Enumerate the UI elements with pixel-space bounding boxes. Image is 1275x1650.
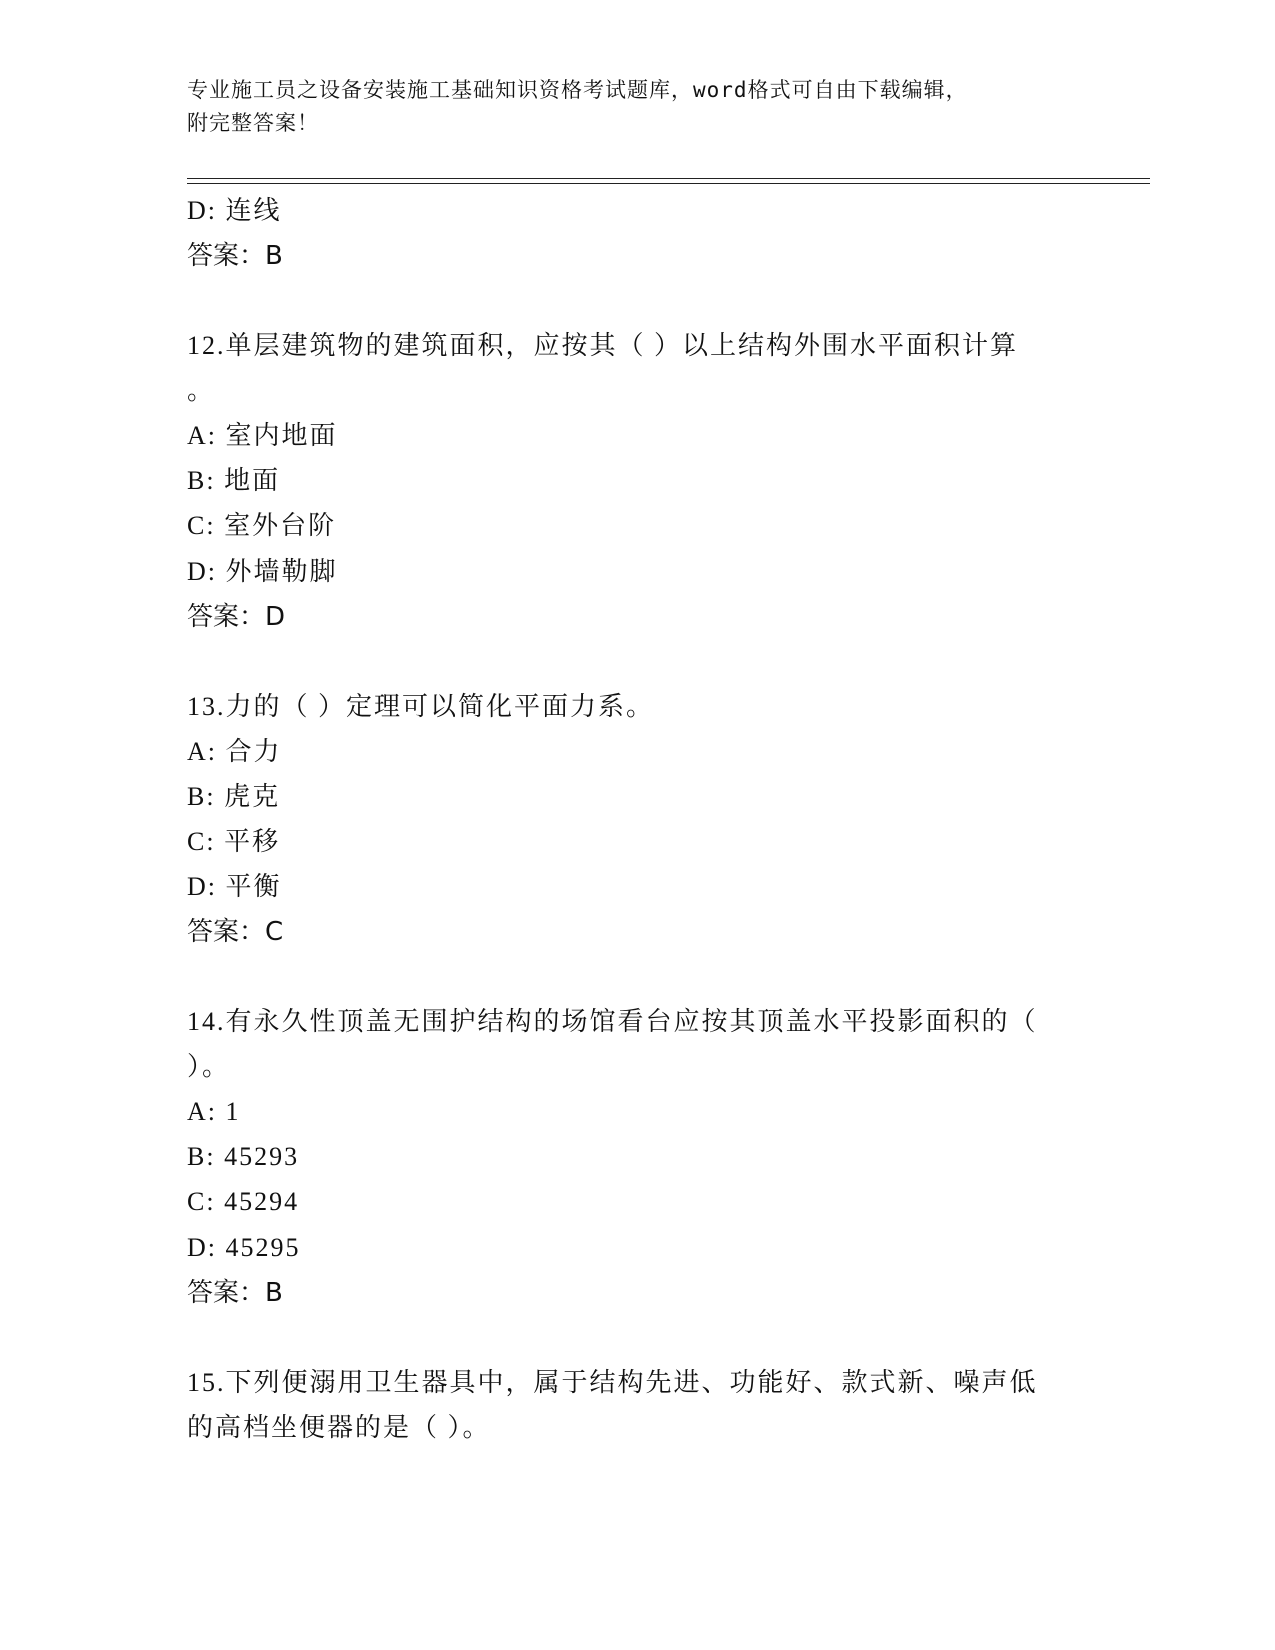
q14-option-a: A: 1 bbox=[187, 1097, 241, 1126]
q14-answer: 答案：B bbox=[187, 1278, 283, 1308]
q13-option-a: A: 合力 bbox=[187, 737, 282, 766]
q13-answer: 答案：C bbox=[187, 917, 284, 947]
q14-stem-line-2: ）。 bbox=[187, 1052, 231, 1081]
q12-stem-line-2: 。 bbox=[187, 376, 216, 405]
q12-option-b: B: 地面 bbox=[187, 466, 281, 495]
q13-option-b: B: 虎克 bbox=[187, 782, 281, 811]
q14-option-d: D: 45295 bbox=[187, 1233, 301, 1262]
header-divider-bottom bbox=[187, 183, 1150, 184]
q12-option-c: C: 室外台阶 bbox=[187, 511, 337, 540]
q12-option-d: D: 外墙勒脚 bbox=[187, 557, 338, 586]
header-line-1: 专业施工员之设备安装施工基础知识资格考试题库，word格式可自由下载编辑， bbox=[187, 78, 968, 102]
header-divider-top bbox=[187, 178, 1150, 179]
q13-option-c: C: 平移 bbox=[187, 827, 281, 856]
q15-stem-line-2: 的高档坐便器的是（ ）。 bbox=[187, 1413, 491, 1442]
document-header bbox=[187, 74, 1087, 140]
q13-stem-line-1: 13.力的（ ）定理可以简化平面力系。 bbox=[187, 692, 655, 721]
q12-stem-line-1: 12.单层建筑物的建筑面积，应按其（ ）以上结构外围水平面积计算 bbox=[187, 331, 1019, 360]
q14-option-c: C: 45294 bbox=[187, 1187, 300, 1216]
header-line-2: 附完整答案！ bbox=[187, 111, 319, 135]
q15-stem-line-1: 15.下列便溺用卫生器具中，属于结构先进、功能好、款式新、噪声低 bbox=[187, 1368, 1038, 1397]
q12-answer: 答案：D bbox=[187, 602, 286, 632]
prev-answer: 答案：B bbox=[187, 241, 283, 271]
q12-option-a: A: 室内地面 bbox=[187, 421, 338, 450]
q14-stem-line-1: 14.有永久性顶盖无围护结构的场馆看台应按其顶盖水平投影面积的（ bbox=[187, 1007, 1038, 1036]
q14-option-b: B: 45293 bbox=[187, 1142, 300, 1171]
prev-option-d: D: 连线 bbox=[187, 196, 282, 225]
q13-option-d: D: 平衡 bbox=[187, 872, 282, 901]
